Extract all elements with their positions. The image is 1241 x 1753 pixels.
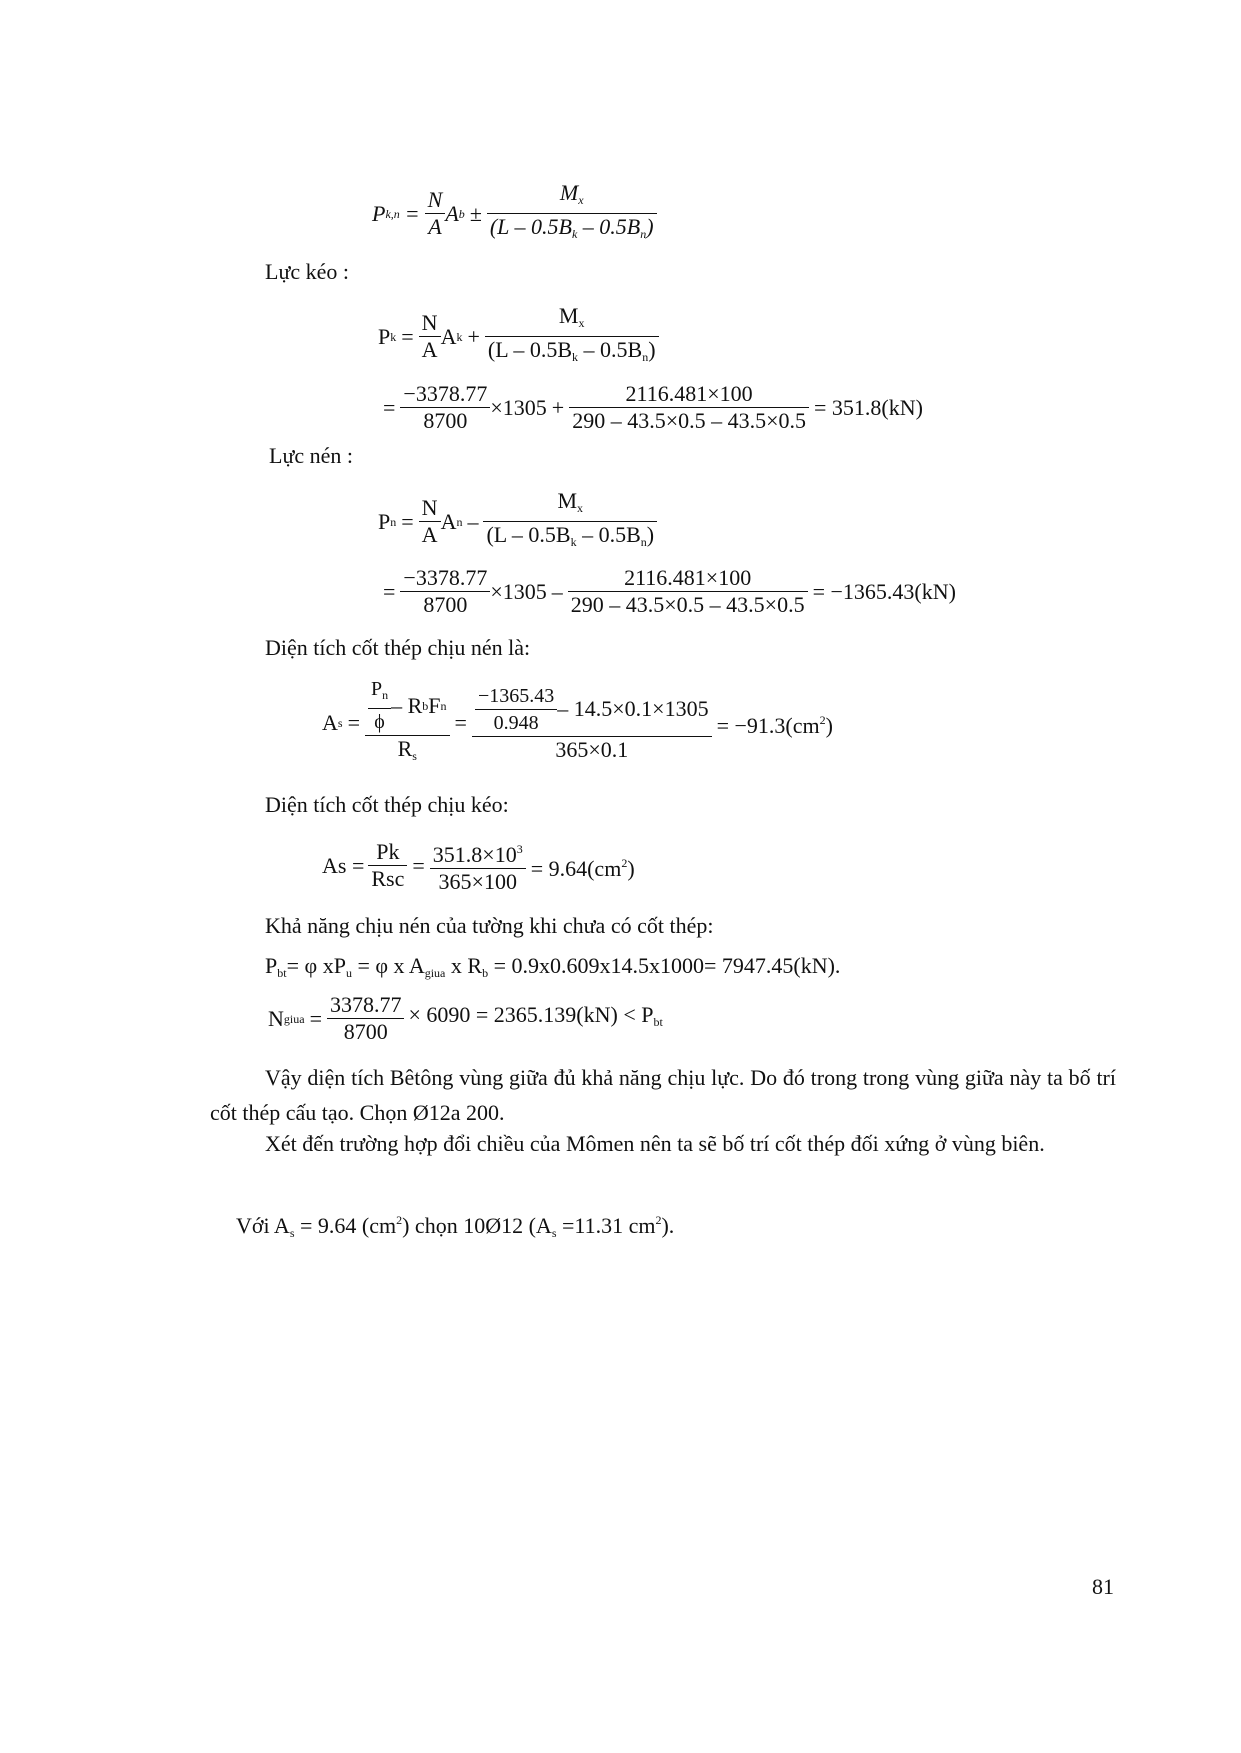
fraction-moment: $\frac{M_x}{(L - 0.5B_k - 0.5B_n)}$ (487, 180, 657, 247)
result-value: = −91.3(cm (716, 712, 820, 738)
fraction-n-over-a: $\frac{N}{A}$ (425, 187, 446, 240)
label-compression-steel-area: Diện tích cốt thép chịu nén là: (265, 635, 531, 660)
equation-pk-numeric: = $\frac{-3378.77}{8700}$ ×1305 + $\frac{2116.481\times 100}{290 - 43.5\times 0.5 - 43.5\times 0.5}$ = 351.8(kN) (378, 381, 928, 434)
equation-as-tension: As = $\frac{Pk}{\text{Rsc}}$ = $\frac{351.8\times 10^3}{365\times 100}$ = $9.64(cm^2)$ (322, 839, 635, 894)
result-value: = −1365.43(kN) (812, 578, 956, 604)
plus-minus-operator: ± (469, 200, 482, 226)
fraction-n-over-a: $\frac{N}{A}$ (419, 310, 441, 363)
equation-pbt: $P_{bt}= \varphi$ $xP_u = \varphi$ x $A_{giua}$ x $R_b = 0.9x0.609x14.5x1000= 7947.45(kN)$. (265, 953, 841, 980)
paragraph-boundary-zone: Xét đến trường hợp đổi chiều của Mômen nên ta sẽ bố trí cốt thép đối xứng ở vùng biên. (265, 1131, 1045, 1156)
equation-pn-definition: P n = $\frac{N}{A}$ A n – $\frac{M_x}{(L - 0.5B_k - 0.5B_n)}$ (378, 488, 657, 555)
equation-general: P k,n = $\frac{N}{A}$ A b ± $\frac{M_x}{(L - 0.5B_k - 0.5B_n)}$ (372, 180, 657, 247)
equation-pk-definition: P k = $\frac{N}{A}$ A k + $\frac{M_x}{(L - 0.5B_k - 0.5B_n)}$ (378, 303, 659, 370)
formula-symbol: A (445, 200, 459, 226)
page-number: 81 (1092, 1574, 1114, 1599)
label-compressive-force: Lực nén : (269, 443, 354, 468)
label-tensile-force: Lực kéo : (265, 259, 350, 284)
result-value: = 9.64(cm (530, 855, 622, 881)
label-tension-steel-area: Diện tích cốt thép chịu kéo: (265, 792, 509, 817)
formula-subscript: b (458, 206, 465, 221)
fraction-moment: $\frac{M_x}{(L - 0.5B_k - 0.5B_n)}$ (485, 303, 659, 370)
paragraph-middle-zone: Vậy diện tích Bêtông vùng giữa đủ khả năng chịu lực. Do đó trong trong vùng giữa này ta bố trí cốt thép cấu tạo. Chọn Ø12a 200. (210, 1065, 1116, 1125)
equation-pn-numeric: = $\frac{-3378.77}{8700}$ ×1305 – $\frac{2116.481\times 100}{290 - 43.5\times 0.5 - 43.5\times 0.5}$ = −1365.43(kN) (378, 565, 961, 618)
label-wall-capacity: Khả năng chịu nén của tường khi chưa có cốt thép: (265, 913, 714, 938)
formula-symbol: P (372, 200, 386, 226)
equation-as-compression: A s = $\frac{P_n}{\phi}$ – R b F n $R_s$ = $\frac{-1365.43}{0.948}$ – 14.5×0.1×1305 365×0.1 = $-91.3(cm^2)$ (322, 676, 838, 769)
result-value: = 351.8(kN) (814, 394, 923, 420)
equation-n-giua: N giua = $\frac{3378.77}{8700}$ × $6090 = 2365.139(kN) < P_{bt}$ (268, 992, 663, 1044)
formula-subscript: k,n (385, 206, 400, 221)
final-selection-line: Với $A_s = 9.64$ $(cm^2)$ chọn 10Ø12 ($A_s =11.31$ $cm^2$). (236, 1213, 675, 1240)
